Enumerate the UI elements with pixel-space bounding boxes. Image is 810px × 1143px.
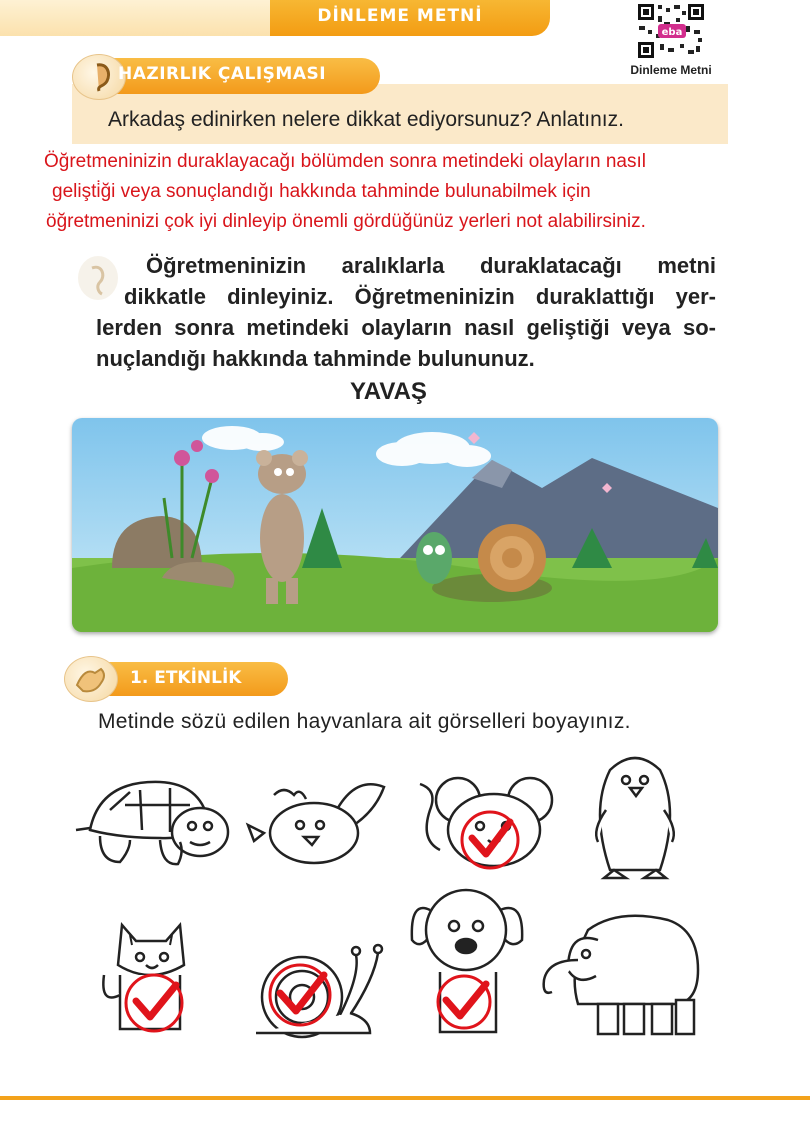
dog-icon[interactable]	[400, 880, 540, 1040]
listening-icon	[74, 250, 122, 304]
instruction-line-4: nuçlandığı hakkında tahminde bulununuz.	[96, 346, 535, 371]
teacher-note-line-1: Öğretmeninizin duraklayacağı bölümden sonra metindeki olayların nasıl	[44, 151, 646, 172]
story-illustration	[72, 418, 718, 632]
qr-code-icon[interactable]	[636, 2, 706, 60]
header-banner-left	[0, 0, 270, 36]
banner-title: DİNLEME METNİ	[317, 6, 483, 26]
instruction-line-2: dikkatle dinleyiniz. Öğretmeninizin duraklattığı yer-	[124, 284, 716, 309]
svg-text:eba: eba	[661, 27, 683, 38]
activity-title: 1. ETKİNLİK	[130, 668, 242, 688]
prep-title: HAZIRLIK ÇALIŞMASI	[118, 64, 327, 84]
activity-hand-icon	[64, 656, 118, 702]
teacher-note-line-2: gelişti̇ği veya sonuçlandığı hakkında tahminde bulunabilmek için	[52, 181, 591, 202]
instruction-line-1: Öğretmeninizin aralıklarla duraklatacağı metni	[146, 253, 716, 278]
instruction-line-3: lerden sonra metindeki olayların nasıl geliştiği veya so-	[96, 315, 716, 340]
mouse-icon[interactable]	[410, 770, 560, 880]
penguin-icon[interactable]	[580, 750, 690, 880]
qr-label: Dinleme Metni	[630, 63, 712, 77]
footer-line	[0, 1096, 810, 1100]
turtle-icon[interactable]	[70, 770, 230, 880]
teacher-note-line-3: öğretmeninizi çok iyi dinleyip önemli gördüğünüz yerleri not alabilirsiniz.	[46, 211, 646, 232]
elephant-icon[interactable]	[538, 900, 708, 1040]
bird-icon[interactable]	[244, 775, 394, 875]
snail-icon[interactable]	[240, 935, 390, 1045]
cat-icon[interactable]	[80, 905, 220, 1035]
activity-instruction: Metinde sözü edilen hayvanlara ait görselleri boyayınız.	[98, 710, 631, 733]
prep-question: Arkadaş edinirken nelere dikkat ediyorsunuz? Anlatınız.	[108, 108, 624, 131]
story-title: YAVAŞ	[350, 378, 427, 405]
